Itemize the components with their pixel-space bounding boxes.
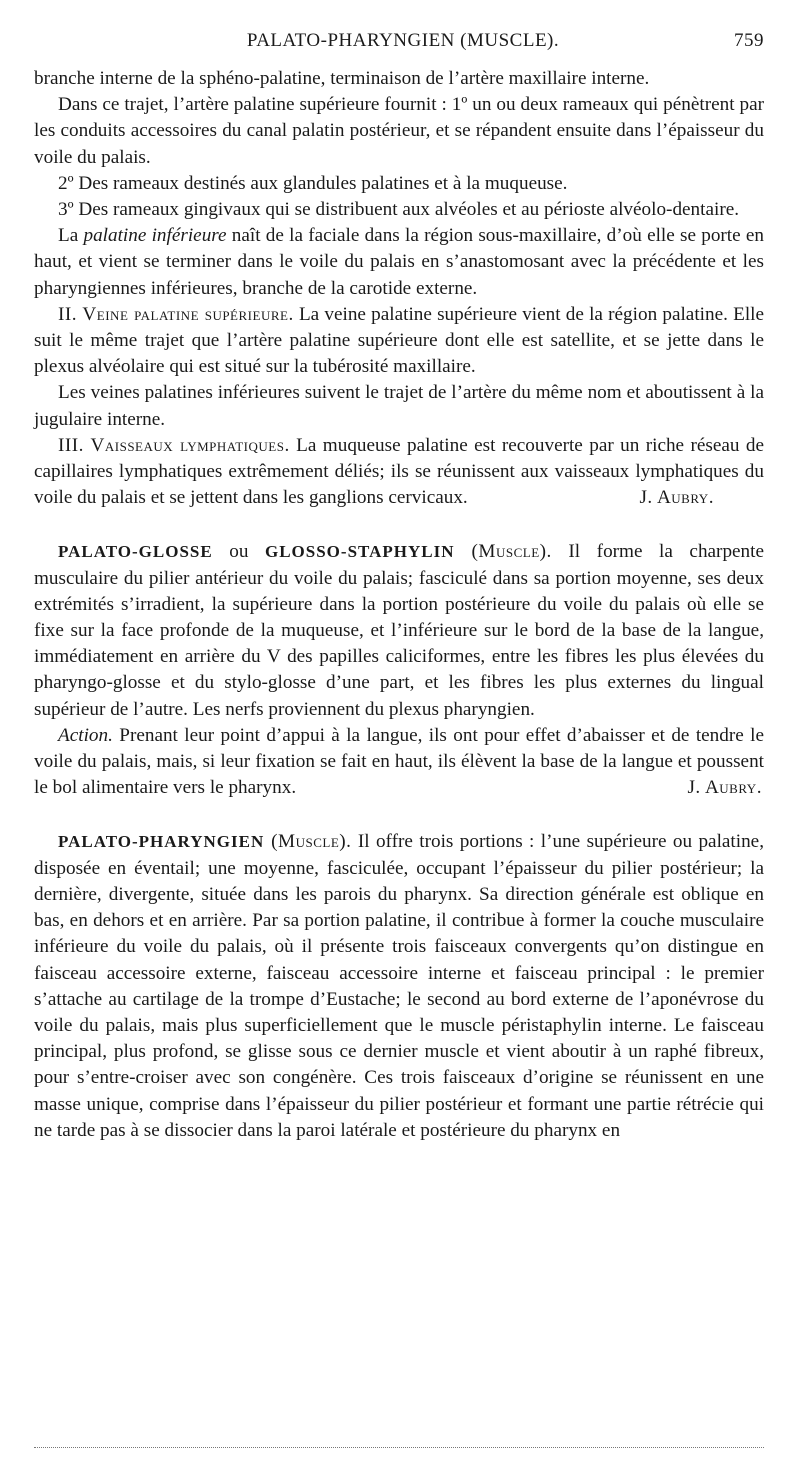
entry-heading-alt: GLOSSO-STAPHYLIN bbox=[264, 542, 455, 562]
author-signature: J. Aubry. bbox=[687, 777, 762, 799]
paragraph bbox=[34, 223, 764, 302]
paragraph bbox=[34, 433, 764, 512]
footer-rule bbox=[34, 1447, 764, 1448]
author-signature: J. Aubry. bbox=[639, 487, 714, 509]
paragraph: branche interne de la sphéno-palatine, terminaison de l’artère maxillaire interne. bbox=[34, 68, 650, 89]
paragraph-text: Il forme la charpente musculaire du pilier antérieur du voile du palais; fasciculé dans sa portion moyenne, ses deux extrémités s’irradient, la supérieure dans la portion postérieure du voile du palais où elle se fixe sur la face profonde de la muqueuse, et l’inférieure sur le bord de la base de la langue, immédiatement en arrière du V des papilles caliciformes, entre les fibres les plus élevées du pharyngo-glosse et du stylo-glosse d’une part, et les fibres les plus externes du lingual supérieur de l’autre. Les nerfs proviennent du plexus pharyngien. bbox=[34, 541, 764, 720]
entry-category: (Muscle). bbox=[264, 831, 352, 853]
paragraph bbox=[34, 723, 764, 802]
paragraph-text: La veine palatine supérieure vient de la région palatine. Elle suit le même trajet que l’artère palatine supérieure dont elle est satellite, et se jette dans le plexus alvéolaire qui est situé sur la tubérosité maxillaire. bbox=[34, 303, 764, 378]
spacer bbox=[34, 511, 764, 539]
page-number: 759 bbox=[734, 30, 764, 51]
paragraph: Les veines palatines inférieures suivent le trajet de l’artère du même nom et aboutissent à la jugulaire interne. bbox=[34, 382, 764, 430]
paragraph-text: naît de la faciale dans la région sous-maxillaire, d’où elle se porte en haut, et vient se terminer dans le voile du palais en s’anastomosant avec la précédente et les pharyngiennes inférieures, branche de la carotide externe. bbox=[34, 225, 764, 299]
paragraph-text: La muqueuse palatine est recouverte par un riche réseau de capillaires lymphatiques extrêmement déliés; ils se réunissent aux vaisseaux lymphatiques du voile du palais et se jettent dans les ganglions cervicaux. bbox=[34, 434, 764, 509]
paragraph-text: Prenant leur point d’appui à la langue, ils ont pour effet d’abaisser et de tendre le voile du palais, mais, si leur fixation se fait en haut, ils élèvent la base de la langue et poussent le bol alimentaire vers le pharynx. bbox=[34, 724, 764, 799]
section-label: III. Vaisseaux lymphatiques. bbox=[58, 434, 290, 456]
paragraph: 2º Des rameaux destinés aux glandules palatines et à la muqueuse. bbox=[58, 172, 568, 194]
italic-term: palatine inférieure bbox=[83, 225, 227, 247]
entry-category: (Muscle). bbox=[454, 541, 552, 563]
action-label: Action. bbox=[58, 724, 113, 746]
entry-palato-pharyngien bbox=[34, 829, 764, 1143]
paragraph: 3º Des rameaux gingivaux qui se distribuent aux alvéoles et au périoste alvéolo-dentaire. bbox=[58, 199, 740, 221]
entry-heading: PALATO-PHARYNGIEN bbox=[58, 832, 265, 852]
entry-heading: PALATO-GLOSSE bbox=[58, 542, 213, 562]
running-header bbox=[36, 30, 770, 60]
section-label: II. Veine palatine supérieure. bbox=[58, 303, 294, 325]
entry-conjunction: ou bbox=[212, 541, 265, 563]
spacer bbox=[34, 801, 764, 829]
paragraph-text: Il offre trois portions : l’une supérieure ou palatine, disposée en éventail; une moyenne, fasciculée, occupant l’épaisseur du pilier postérieur; la dernière, divergente, située dans les parois du pharynx. Sa direction générale est oblique en bas, en dehors et en arrière. Par sa portion palatine, il contribue à former la couche musculaire inférieure du voile du palais, où il présente trois faisceaux convergents qu’on distingue en faisceau accessoire externe, faisceau accessoire interne et faisceau principal : le premier s’attache au cartilage de la trompe d’Eustache; le second au bord externe de l’aponévrose du voile du palais, mais plus superficiellement que le muscle péristaphylin interne. Le faisceau principal, plus profond, se glisse sous ce dernier muscle et vient aboutir à un raphé fibreux, pour s’entre-croiser avec son congénère. Ces trois faisceaux d’origine se réunissent en une masse unique, comprise dans l’épaisseur du pilier postérieur et formant une partie rétrécie qui ne tarde pas à se dissocier dans la paroi latérale et postérieure du pharynx en bbox=[34, 831, 764, 1141]
paragraph-text: La bbox=[58, 225, 84, 247]
running-title: PALATO-PHARYNGIEN (MUSCLE). bbox=[246, 30, 560, 51]
page-body bbox=[34, 66, 764, 1144]
entry-palato-glosse bbox=[34, 539, 764, 722]
paragraph bbox=[34, 302, 764, 381]
paragraph: Dans ce trajet, l’artère palatine supérieure fournit : 1º un ou deux rameaux qui pénètrent par les conduits accessoires du canal palatin postérieur, et se répandent ensuite dans l’épaisseur du voile du palais. bbox=[34, 94, 764, 168]
